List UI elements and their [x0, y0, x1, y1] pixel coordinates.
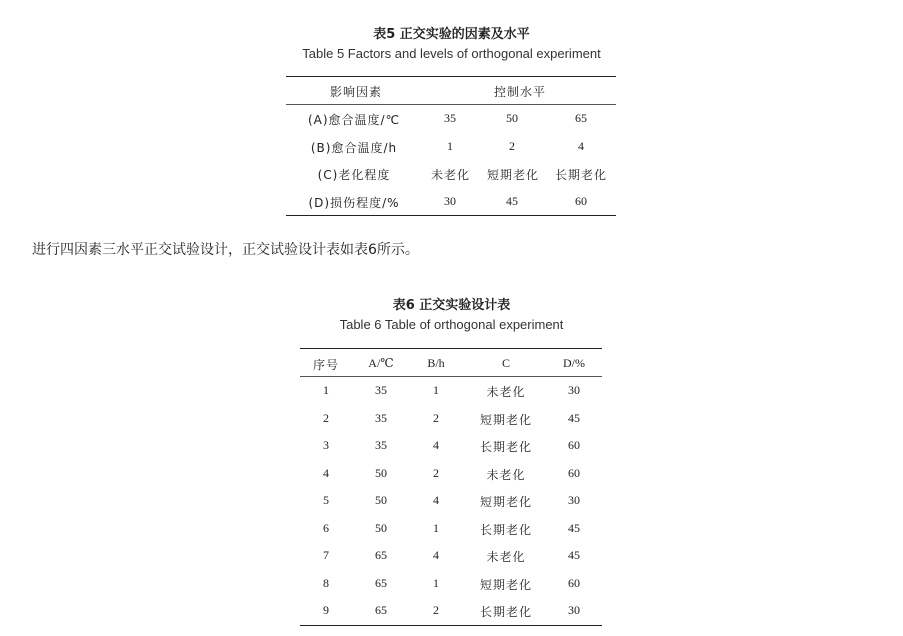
table6-header-d: D/%: [563, 356, 585, 370]
table6-cell-d: 60: [568, 438, 580, 452]
table6-cell-b: 2: [433, 410, 439, 425]
table6-header-rule: [300, 376, 602, 377]
table6-cell-c: 未老化: [486, 550, 526, 564]
table6-cell-a: 35: [375, 438, 387, 452]
table6-header-index: 序号: [312, 358, 339, 372]
table6-cell-index: 7: [323, 548, 329, 562]
table6-bottom-rule: [300, 625, 602, 626]
table6-cell-c: 未老化: [486, 385, 526, 399]
body-paragraph: 进行四因素三水平正交试验设计，正交试验设计表如表6所示。: [32, 242, 419, 258]
table5-row-a-level2: 50: [506, 111, 518, 125]
table6-cell-d: 60: [568, 465, 580, 480]
table6-cell-b: 1: [433, 575, 439, 590]
table6-cell-index: 8: [323, 575, 329, 590]
table6-cell-c: 短期老化: [479, 577, 532, 592]
table6-cell-b: 1: [433, 520, 439, 535]
table6-cell-index: 6: [323, 520, 329, 535]
table5-header-levels: 控制水平: [493, 85, 546, 99]
table5-row-c-level1: 未老化: [430, 168, 470, 182]
table6-cell-d: 30: [568, 603, 580, 617]
table5-header-factor: 影响因素: [329, 85, 382, 99]
table6-cell-index: 5: [323, 493, 329, 507]
table6-cell-c: 长期老化: [479, 522, 532, 537]
table6-subtitle: Table 6 Table of orthogonal experiment: [339, 317, 564, 332]
table6-title: 表6 正交实验设计表: [392, 298, 511, 313]
table6-header-c: C: [501, 356, 510, 370]
table5-row-d-factor: (D)损伤程度/%: [308, 196, 400, 210]
table6-cell-c: 未老化: [486, 467, 526, 482]
table6-cell-b: 4: [433, 493, 439, 507]
table6-cell-c: 长期老化: [479, 605, 532, 619]
table5-row-c-level2: 短期老化: [486, 168, 539, 182]
table6-cell-d: 45: [568, 548, 580, 562]
table6-cell-d: 60: [568, 575, 580, 590]
table6-cell-a: 65: [375, 548, 387, 562]
table6-cell-b: 1: [433, 383, 439, 397]
table6-cell-c: 长期老化: [479, 440, 532, 454]
table6-cell-a: 35: [375, 410, 387, 425]
table6-cell-index: 9: [323, 603, 329, 617]
table6-header-a: A/℃: [368, 356, 394, 370]
table6-cell-a: 65: [375, 575, 387, 590]
table5-row-d-level1: 30: [444, 194, 456, 208]
table5-bottom-rule: [286, 215, 616, 216]
table5-row-b-factor: (B)愈合温度/h: [310, 141, 398, 155]
table6-cell-b: 2: [433, 603, 439, 617]
table6-cell-b: 4: [433, 438, 439, 452]
table6-cell-d: 30: [568, 383, 580, 397]
table6-header-b: B/h: [427, 356, 445, 370]
table5-row-c-level3: 长期老化: [554, 168, 607, 182]
table6-cell-index: 3: [323, 438, 329, 452]
table6-cell-c: 短期老化: [479, 412, 532, 427]
table5-row-b-level2: 2: [509, 139, 515, 153]
table6-cell-index: 4: [323, 465, 329, 480]
table5-row-a-level1: 35: [444, 111, 456, 125]
table5-row-b-level1: 1: [447, 139, 453, 153]
table6-cell-index: 2: [323, 410, 329, 425]
table6-cell-a: 50: [375, 520, 387, 535]
table5-row-a-factor: (A)愈合温度/℃: [307, 113, 401, 127]
table6-cell-d: 45: [568, 410, 580, 425]
table6-cell-a: 65: [375, 603, 387, 617]
table5-row-d-level3: 60: [575, 194, 587, 208]
table6-cell-d: 30: [568, 493, 580, 507]
table5-subtitle: Table 5 Factors and levels of orthogonal experiment: [302, 46, 601, 61]
table5-row-c-factor: (C)老化程度: [317, 168, 391, 182]
table6-cell-index: 1: [323, 383, 329, 397]
table6-cell-a: 50: [375, 493, 387, 507]
table6-cell-a: 35: [375, 383, 387, 397]
table5-row-d-level2: 45: [506, 194, 518, 208]
table5-row-a-level3: 65: [575, 111, 587, 125]
table6-cell-d: 45: [568, 520, 580, 535]
table5-top-rule: [286, 76, 616, 77]
table6-cell-b: 4: [433, 548, 439, 562]
table6-cell-c: 短期老化: [479, 495, 532, 509]
table5-row-b-level3: 4: [578, 139, 584, 153]
table5-title: 表5 正交实验的因素及水平: [373, 27, 530, 42]
table5-header-rule: [286, 104, 616, 105]
table6-top-rule: [300, 348, 602, 349]
table6-cell-b: 2: [433, 465, 439, 480]
table6-cell-a: 50: [375, 465, 387, 480]
